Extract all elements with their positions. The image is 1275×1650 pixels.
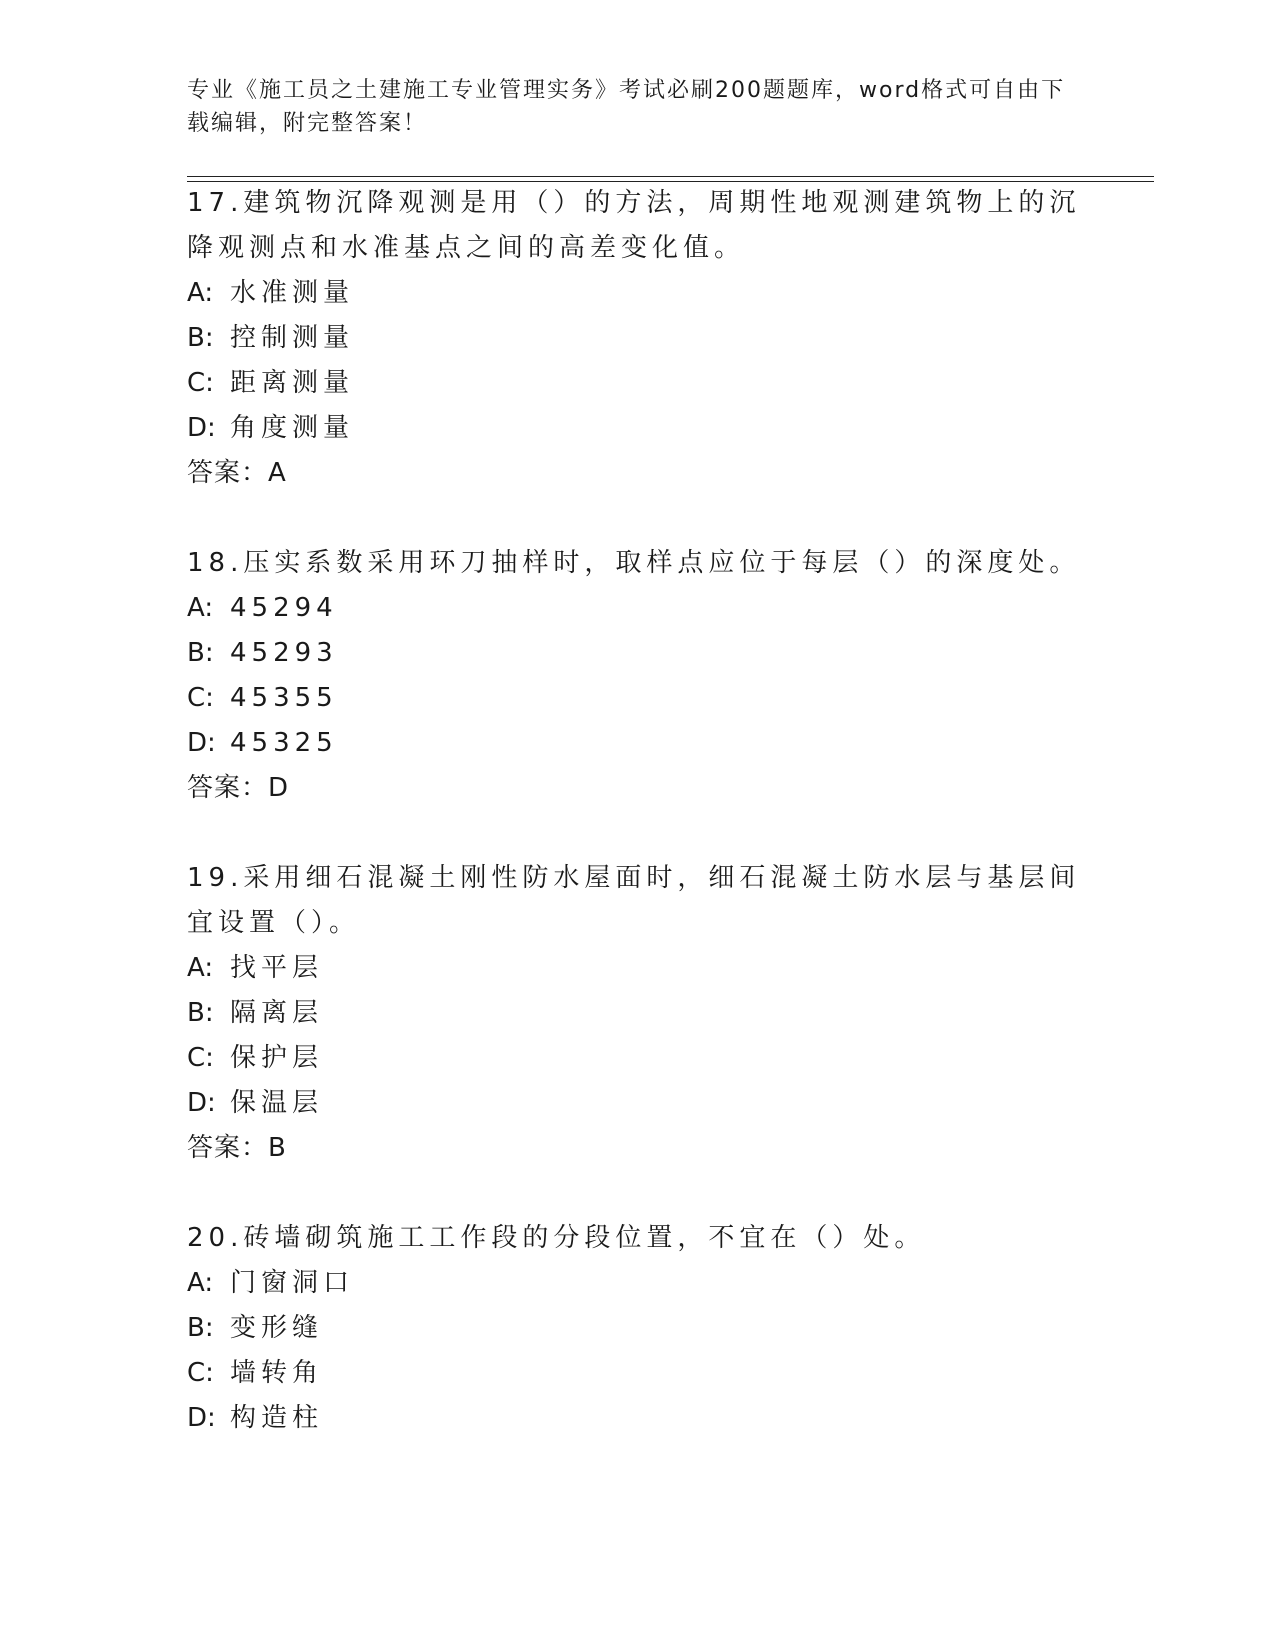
option-d [187,1396,1087,1441]
answer-line: 答案：B [187,1133,287,1163]
option-b [187,991,1087,1036]
option-text: 门窗洞口 [230,1268,355,1298]
option-a [187,946,1087,991]
question-stem: 20.砖墙砌筑施工工作段的分段位置，不宜在（）处。 [187,1223,926,1253]
option-text: 距离测量 [230,368,355,398]
option-key: A: [187,593,214,623]
option-a [187,1261,1087,1306]
option-key: B: [187,638,214,668]
option-c [187,676,1087,721]
option-key: B: [187,1313,214,1343]
answer-line: 答案：D [187,773,290,803]
option-key: A: [187,278,214,308]
option-key: B: [187,998,214,1028]
option-c [187,1036,1087,1081]
question-18 [187,541,1087,811]
option-key: D: [187,1403,216,1433]
question-19 [187,856,1087,1171]
option-text: 45355 [230,683,338,713]
option-text: 45293 [230,638,338,668]
document-header-title: 专业《施工员之土建施工专业管理实务》考试必刷200题题库，word格式可自由下载编辑，附完整答案！ [187,78,1066,136]
option-text: 隔离层 [230,998,324,1028]
option-a [187,586,1087,631]
question-stem: 18.压实系数采用环刀抽样时，取样点应位于每层（）的深度处。 [187,548,1081,578]
option-key: B: [187,323,214,353]
option-c [187,361,1087,406]
option-text: 45325 [230,728,338,758]
option-text: 构造柱 [230,1403,324,1433]
option-key: D: [187,1088,216,1118]
option-key: C: [187,1358,214,1388]
option-b [187,316,1087,361]
option-key: A: [187,953,214,983]
option-text: 墙转角 [230,1358,324,1388]
option-d [187,1081,1087,1126]
option-key: C: [187,368,214,398]
option-key: C: [187,1043,214,1073]
question-stem: 19.采用细石混凝土刚性防水屋面时，细石混凝土防水层与基层间宜设置（）。 [187,863,1081,938]
option-key: A: [187,1268,214,1298]
question-17 [187,181,1087,496]
option-b [187,1306,1087,1351]
option-d [187,406,1087,451]
option-text: 保护层 [230,1043,324,1073]
question-stem: 17.建筑物沉降观测是用（）的方法，周期性地观测建筑物上的沉降观测点和水准基点之间的高差变化值。 [187,188,1081,263]
option-text: 45294 [230,593,338,623]
option-text: 角度测量 [230,413,355,443]
option-c [187,1351,1087,1396]
option-key: D: [187,728,216,758]
answer-line: 答案：A [187,458,287,488]
option-text: 控制测量 [230,323,355,353]
option-key: C: [187,683,214,713]
header-divider [187,176,1154,177]
question-20 [187,1216,1087,1441]
option-text: 保温层 [230,1088,324,1118]
option-text: 变形缝 [230,1313,324,1343]
option-d [187,721,1087,766]
option-text: 水准测量 [230,278,355,308]
option-b [187,631,1087,676]
option-a [187,271,1087,316]
option-text: 找平层 [230,953,324,983]
option-key: D: [187,413,216,443]
